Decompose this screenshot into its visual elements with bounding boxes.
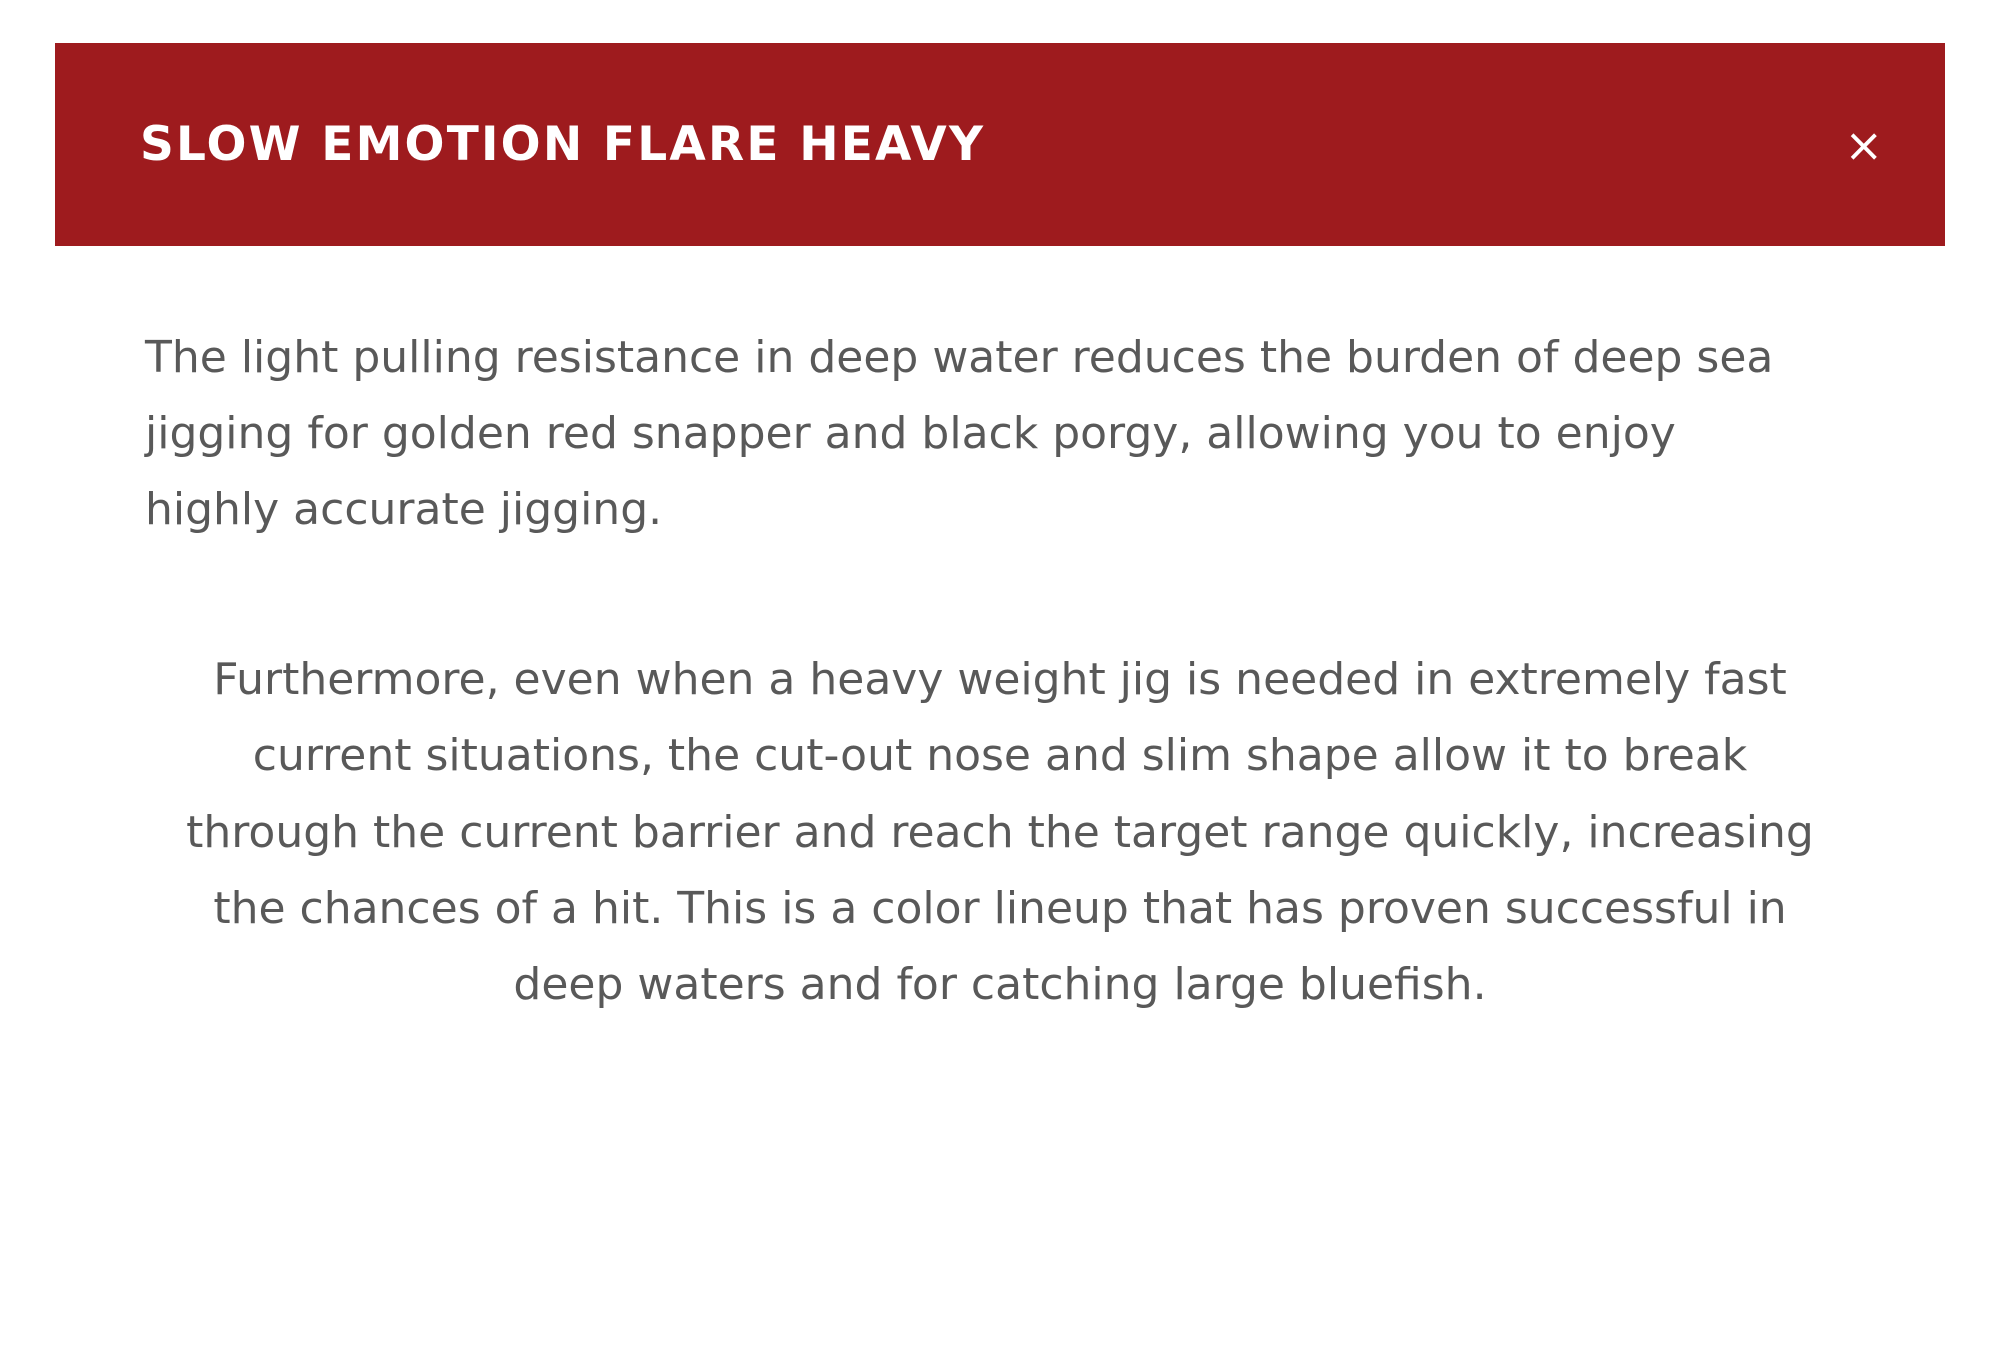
description-paragraph-2: Furthermore, even when a heavy weight jig is needed in extremely fast current situations, the cut-out nose and slim shape allow it to break through the current barrier and reach the target range quickly, increasing the chances of a hit. This is a color lineup that has proven successful in deep waters and for catching large bluefish. [186, 654, 1814, 1010]
page-title: SLOW EMOTION FLARE HEAVY [140, 116, 986, 172]
product-description-modal [55, 43, 1945, 1356]
close-icon[interactable]: × [1834, 116, 1893, 174]
modal-header [55, 43, 1945, 246]
description-paragraph-1: The light pulling resistance in deep water reduces the burden of deep sea jigging for golden red snapper and black porgy, allowing you to enjoy highly accurate jigging. [145, 332, 1774, 536]
modal-body [55, 246, 1945, 1023]
